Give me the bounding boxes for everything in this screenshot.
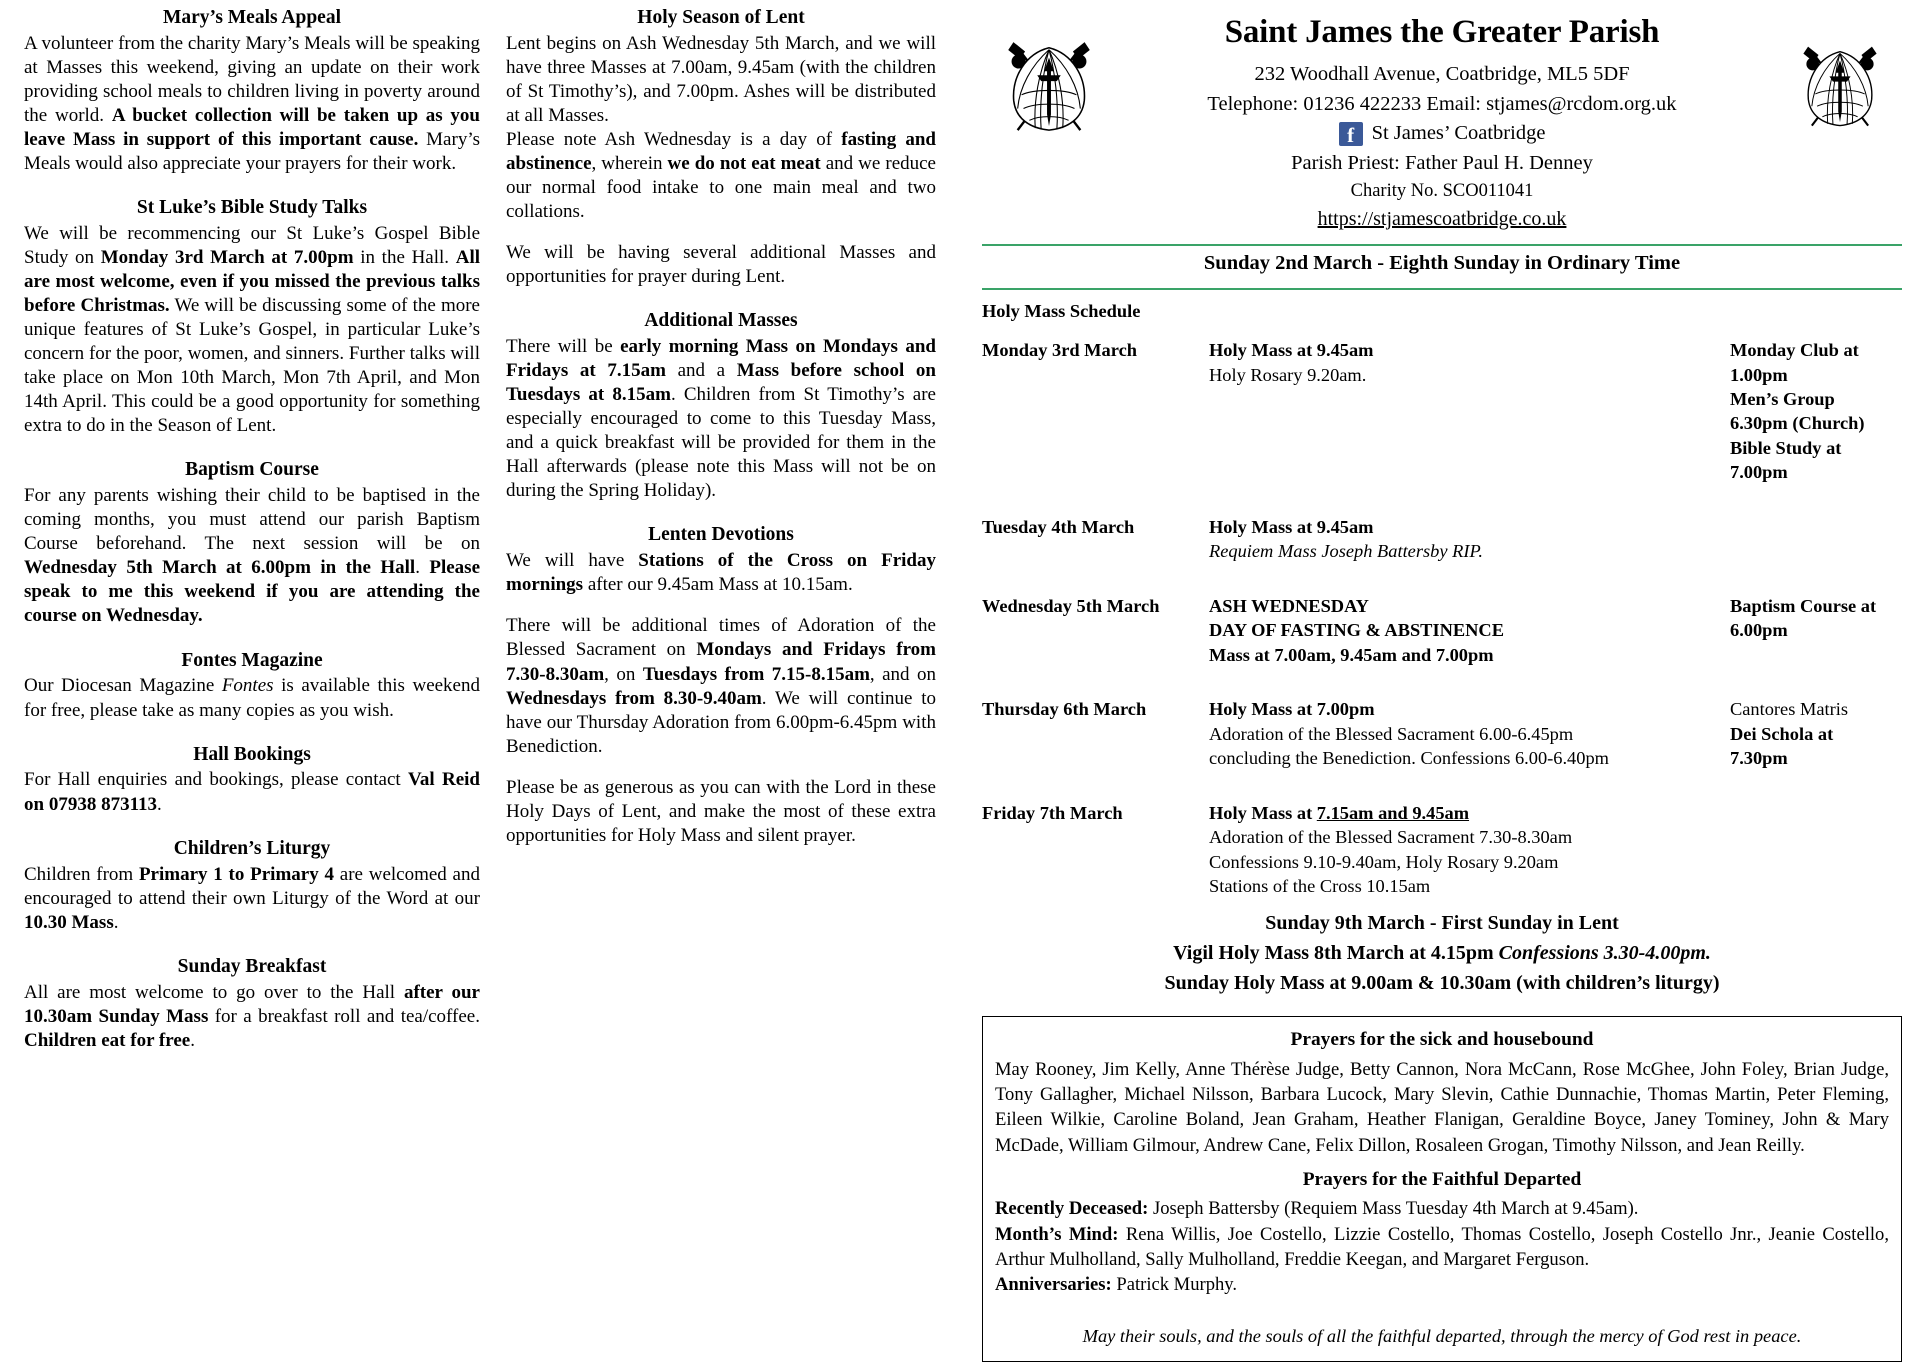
schedule-extra (1730, 594, 1902, 697)
table-row (982, 801, 1902, 909)
text-run: . (190, 1029, 195, 1051)
sunday-mass-line: Sunday Holy Mass at 9.00am & 10.30am (with children’s liturgy) (1164, 972, 1720, 995)
article-fontes-magazine (24, 649, 480, 723)
parish-priest: Parish Priest: Father Paul H. Denney (1291, 151, 1593, 174)
parish-contact: Telephone: 01236 422233 Email: stjames@rcdom.org.uk (1207, 93, 1677, 116)
text-run-bold: Val Reid on 07938 873113 (24, 769, 480, 815)
schedule-day: Friday 7th March (982, 802, 1123, 823)
text-run: We will have (506, 550, 639, 572)
schedule-detail-italic: Requiem Mass Joseph Battersby RIP. (1209, 541, 1483, 562)
text-run-bold: Mass before school on Tuesdays at 8.15am (506, 360, 936, 406)
next-sunday-block (982, 908, 1902, 998)
article-title: Mary’s Meals Appeal (162, 7, 341, 28)
article-body (24, 222, 480, 438)
schedule-extra-line: Men’s Group (1730, 388, 1835, 409)
text-run: , on (604, 663, 643, 685)
text-run-bold: Please speak to me this weekend if you are attending the course on Wednesday. (24, 557, 481, 627)
text-run-bold: after our 10.30am Sunday Mass (24, 981, 480, 1027)
text-run: We will be having several additional Masses and opportunities for prayer during Lent. (506, 242, 936, 288)
schedule-extra-line: 7.30pm (1730, 748, 1788, 769)
schedule-extra-line: Cantores Matris (1730, 699, 1848, 720)
article-title: Additional Masses (644, 310, 798, 332)
schedule-day: Wednesday 5th March (982, 595, 1160, 616)
masthead (982, 6, 1902, 237)
schedule-extra-line: 6.30pm (Church) (1730, 413, 1865, 434)
text-run: For any parents wishing their child to be baptised in the coming months, you must attend our parish Baptism Course beforehand. The next session will be on (24, 485, 480, 555)
text-run: is available this weekend for free, please take as many copies as you wish. (24, 675, 480, 721)
text-run: Joseph Battersby (Requiem Mass Tuesday 4th March at 9.45am). (1148, 1198, 1639, 1220)
text-run-bold: Primary 1 to Primary 4 (138, 863, 334, 885)
schedule-detail-line: concluding the Benediction. Confessions 6.00-6.40pm (1209, 748, 1609, 769)
schedule-extra-line: Monday Club at (1730, 340, 1859, 361)
text-run: Holy Mass at (1209, 802, 1317, 823)
schedule-heading: Holy Mass Schedule (982, 300, 1141, 321)
text-run-bold: Anniversaries: (995, 1274, 1112, 1296)
text-run-bold: 10.30 Mass (24, 911, 114, 933)
text-run-bold: early morning Mass on Mondays and Fridays at 7.15am (506, 336, 936, 382)
text-run-underline: 7.15am and 9.45am (1316, 802, 1470, 823)
article-body (24, 981, 480, 1053)
article-childrens-liturgy (24, 837, 480, 935)
article-title: Lenten Devotions (648, 524, 794, 546)
left-article-column (24, 6, 506, 1358)
table-row (982, 594, 1902, 697)
schedule-detail-line: Confessions 9.10-9.40am, Holy Rosary 9.20am (1209, 851, 1559, 872)
facebook-label: St James’ Coatbridge (1371, 122, 1546, 145)
facebook-glyph: f (1347, 122, 1355, 147)
vigil-mass-line (982, 938, 1902, 968)
schedule-extra (1730, 338, 1902, 515)
article-body (24, 32, 480, 176)
parish-name: Saint James the Greater Parish (1224, 14, 1660, 50)
text-run-bold: Children eat for free (24, 1029, 191, 1051)
text-run: We will be recommencing our St Luke’s Gospel Bible Study on (24, 223, 480, 269)
schedule-day: Tuesday 4th March (982, 516, 1135, 537)
schedule-detail (1209, 515, 1730, 594)
schedule-detail-main: Holy Mass at 7.00pm (1209, 699, 1375, 720)
text-run: . Children from St Timothy’s are especially encouraged to come to this Tuesday Mass, and a quick breakfast will be provided for them in the Hall afterwards (please note this Mass will not be on during the Spring Holiday). (506, 384, 936, 502)
text-run-bold: Wednesday 5th March at 6.00pm in the Hall (24, 557, 416, 579)
article-title: Children’s Liturgy (173, 837, 331, 859)
article-additional-masses (506, 309, 936, 503)
anniversaries-line (995, 1272, 1889, 1297)
article-lenten-devotions (506, 523, 936, 847)
prayers-departed-heading: Prayers for the Faithful Departed (1302, 1169, 1582, 1190)
schedule-detail-line: Holy Rosary 9.20am. (1209, 364, 1367, 385)
article-title: Fontes Magazine (181, 649, 323, 671)
facebook-row[interactable] (982, 119, 1902, 148)
article-body (24, 863, 480, 935)
text-run: Lent begins on Ash Wednesday 5th March, and we will have three Masses at 7.00am, 9.45am (with the children of St Timothy’s), and 7.00pm. Ashes will be distributed at all Masses. (506, 32, 936, 127)
schedule-extra (1730, 515, 1902, 594)
text-run-italic: Confessions 3.30-4.00pm. (1498, 942, 1711, 965)
table-row (982, 338, 1902, 515)
text-run: There will be additional times of Adoration of the Blessed Sacrament on (506, 615, 936, 661)
schedule-detail-line: Stations of the Cross 10.15am (1209, 876, 1431, 897)
prayers-box (982, 1016, 1902, 1361)
article-title: Baptism Course (185, 459, 319, 481)
text-run: There will be (506, 336, 621, 358)
schedule-detail-line: Adoration of the Blessed Sacrament 6.00-6.45pm (1209, 723, 1574, 744)
article-holy-season-of-lent (506, 6, 936, 289)
schedule-extra-line: Bible Study at (1730, 437, 1842, 458)
parish-website-link[interactable]: https://stjamescoatbridge.co.uk (1317, 208, 1567, 231)
text-run-bold: Stations of the Cross on Friday mornings (506, 550, 936, 596)
schedule-detail (1209, 594, 1730, 697)
article-body (506, 32, 936, 128)
article-body (506, 128, 936, 224)
schedule-detail (1209, 697, 1730, 800)
text-run: Vigil Holy Mass 8th March at 4.15pm (1173, 942, 1499, 965)
schedule-extra (1730, 697, 1902, 800)
article-body (506, 614, 936, 758)
schedule-extra-line: Dei Schola at (1730, 723, 1834, 744)
next-sunday-heading: Sunday 9th March - First Sunday in Lent (1265, 912, 1619, 935)
divider-bottom (982, 288, 1902, 290)
schedule-day: Thursday 6th March (982, 699, 1147, 720)
facebook-icon (1339, 122, 1363, 146)
table-row (982, 697, 1902, 800)
schedule-detail (1209, 801, 1730, 909)
text-run: Rena Willis, Joe Costello, Lizzie Costello, Thomas Costello, Joseph Costello Jnr., Jeanie Costello, Arthur Mulholland, Sally Mulholland, Freddie Keegan, and Margaret Ferguson. (995, 1223, 1889, 1270)
article-body (506, 335, 936, 503)
text-run: are welcomed and encouraged to attend their own Liturgy of the Word at our (24, 863, 480, 909)
text-run: , and on (869, 663, 936, 685)
schedule-detail (1209, 338, 1730, 515)
article-body (506, 241, 936, 289)
text-run: For Hall enquiries and bookings, please contact (24, 769, 408, 791)
article-body (506, 549, 936, 597)
schedule-extra-line: 1.00pm (1730, 364, 1788, 385)
text-run: and we reduce our normal food intake to one main meal and two collations. (506, 153, 936, 223)
schedule-detail-main: Mass at 7.00am, 9.45am and 7.00pm (1209, 644, 1494, 665)
schedule-detail-main: DAY OF FASTING & ABSTINENCE (1209, 620, 1504, 641)
middle-article-column (506, 6, 976, 1358)
schedule-extra-line: 7.00pm (1730, 462, 1788, 483)
article-hall-bookings (24, 743, 480, 817)
article-body (24, 768, 480, 816)
prayers-sick-heading: Prayers for the sick and housebound (1290, 1029, 1594, 1051)
text-run: for a breakfast roll and tea/coffee. (208, 1005, 480, 1027)
text-run: All are most welcome to go over to the Hall (24, 981, 404, 1003)
table-row-heading (982, 299, 1902, 338)
text-run: and a (665, 360, 737, 382)
schedule-extra (1730, 801, 1902, 909)
schedule-detail-main: ASH WEDNESDAY (1209, 595, 1369, 616)
holy-mass-schedule-table (982, 299, 1902, 909)
text-run: . We will continue to have our Thursday Adoration from 6.00pm-6.45pm with Benediction. (506, 687, 936, 757)
text-run: We will be discussing some of the more unique features of St Luke’s Gospel, in particular Luke’s concern for the poor, women, and sinners. Further talks will take place on Mon 10th March, Mon 7th April, and Mon 14th April. This could be a good opportunity for something extra to do in the Season of Lent. (24, 295, 480, 437)
text-run: Please be as generous as you can with the Lord in these Holy Days of Lent, and make the most of these extra opportunities for Holy Mass and silent prayer. (506, 776, 936, 846)
schedule-detail-main: Holy Mass at 9.45am (1209, 340, 1374, 361)
text-run: A volunteer from the charity Mary’s Meals will be speaking at Masses this weekend, giving an update on their work providing school meals to children living in poverty around the world. (24, 32, 480, 127)
scallop-shell-cross-icon (1790, 32, 1888, 140)
text-run: . (113, 911, 119, 933)
recently-deceased-line (995, 1196, 1889, 1221)
article-title: Holy Season of Lent (637, 7, 805, 28)
sunday-banner: Sunday 2nd March - Eighth Sunday in Ordinary Time (1203, 251, 1681, 274)
article-marys-meals-appeal (24, 6, 480, 176)
schedule-extra-line: Baptism Course at (1730, 595, 1877, 616)
article-body (506, 776, 936, 848)
table-row (982, 515, 1902, 594)
text-run: in the Hall. (353, 247, 456, 269)
schedule-extra-line: 6.00pm (1730, 620, 1788, 641)
text-run-bold: we do not eat meat (667, 153, 821, 175)
text-run-bold: Month’s Mind: (995, 1223, 1119, 1245)
text-run: . (157, 793, 162, 815)
text-run: Our Diocesan Magazine (24, 675, 222, 697)
text-run: Children from (24, 863, 139, 885)
text-run: Patrick Murphy. (1111, 1274, 1238, 1296)
text-run: . (415, 557, 430, 579)
text-run-bold: Monday 3rd March at 7.00pm (100, 247, 354, 269)
parish-address: 232 Woodhall Avenue, Coatbridge, ML5 5DF (1254, 62, 1630, 85)
schedule-detail-main (1209, 801, 1716, 825)
schedule-detail-line: Adoration of the Blessed Sacrament 7.30-8.30am (1209, 827, 1573, 848)
text-run: Please note Ash Wednesday is a day of (506, 129, 842, 151)
article-baptism-course (24, 458, 480, 628)
right-panel (976, 6, 1906, 1358)
text-run-italic: Fontes (221, 675, 274, 697)
text-run-bold: A bucket collection will be taken up as you leave Mass in support of this important cause. (24, 105, 480, 151)
scallop-shell-cross-icon (1000, 32, 1098, 140)
text-run-bold: Wednesdays from 8.30-9.40am (506, 687, 762, 709)
article-sunday-breakfast (24, 955, 480, 1053)
article-body (24, 674, 480, 722)
prayers-closing-line: May their souls, and the souls of all the faithful departed, through the mercy of God rest in peace. (1082, 1325, 1802, 1346)
text-run-bold: Recently Deceased: (995, 1198, 1149, 1220)
article-title: Sunday Breakfast (177, 955, 327, 977)
text-run-bold: Mondays and Fridays from 7.30-8.30am (506, 639, 937, 685)
text-run: , wherein (591, 153, 668, 175)
text-run-bold: fasting and abstinence (506, 129, 936, 175)
prayers-sick-names: May Rooney, Jim Kelly, Anne Thérèse Judge, Betty Cannon, Nora McCann, Rose McGhee, John Foley, Brian Judge, Tony Gallagher, Michael Nilsson, Barbara Lucock, Mary Slevin, Cathie Dunnachie, Thomas Martin, Peter Fleming, Eileen Wilkie, Caroline Boland, Jean Graham, Heather Flanigan, Geraldine Boyce, Janey Tominey, John & Mary McDade, William Gilmour, Andrew Cane, Felix Dillon, Rosaleen Grogan, Timothy Nilsson, and Jean Reilly. (995, 1058, 1889, 1156)
schedule-day: Monday 3rd March (982, 340, 1137, 361)
article-title: St Luke’s Bible Study Talks (136, 197, 368, 219)
article-st-lukes-bible-study (24, 196, 480, 438)
months-mind-line (995, 1222, 1889, 1273)
text-run-bold: All are most welcome, even if you missed the previous talks before Christmas. (24, 247, 481, 317)
schedule-detail-main: Holy Mass at 9.45am (1209, 516, 1374, 537)
text-run: Mary’s Meals would also appreciate your prayers for their work. (24, 129, 480, 175)
article-body (24, 484, 480, 628)
article-title: Hall Bookings (193, 743, 311, 765)
charity-number: Charity No. SCO011041 (1350, 181, 1534, 201)
text-run: after our 9.45am Mass at 10.15am. (583, 574, 853, 596)
text-run-bold: Tuesdays from 7.15-8.15am (642, 663, 870, 685)
